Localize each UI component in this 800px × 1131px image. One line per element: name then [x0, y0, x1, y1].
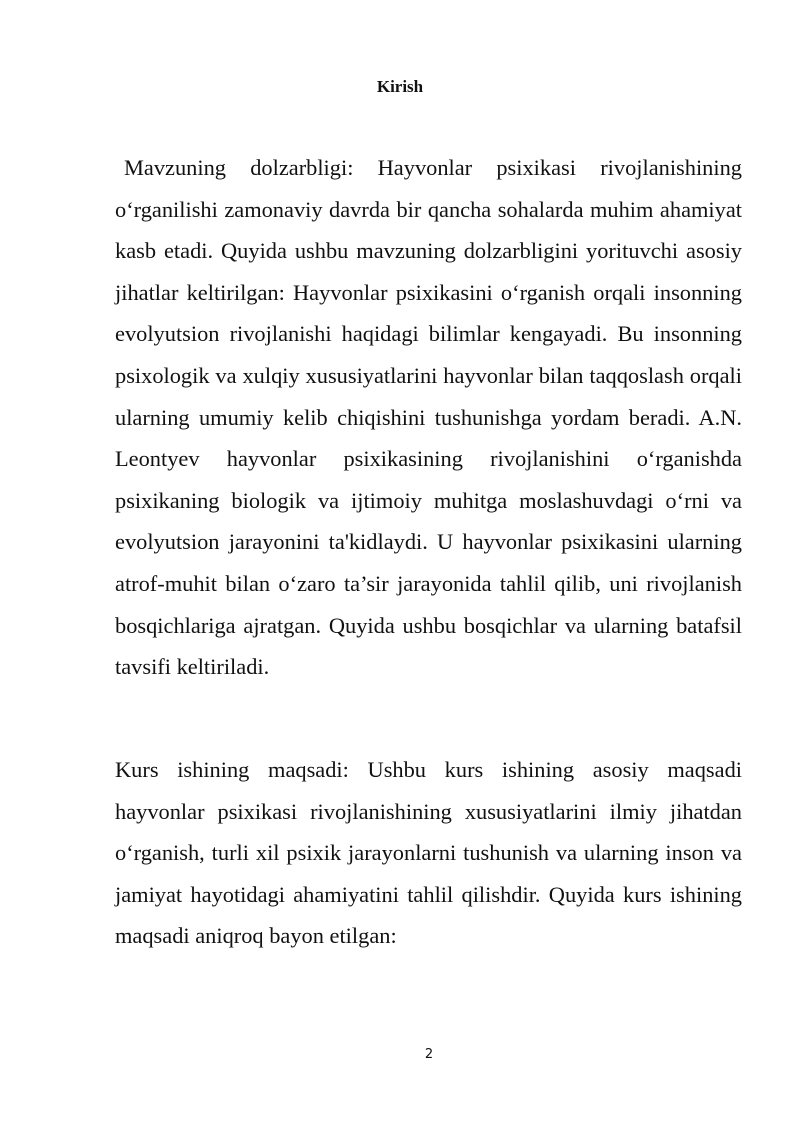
- page-title: Kirish: [376, 77, 424, 96]
- paragraph-course-goal: Kurs ishining maqsadi: Ushbu kurs ishining asosiy maqsadi hayvonlar psixikasi rivojlanishining xususiyatlarini ilmiy jihatdan o‘rganish, turli xil psixik jarayonlarni tushunish va ularning inson va jamiyat hayotidagi ahamiyatini tahlil qilishdir. Quyida kurs ishining maqsadi aniqroq bayon etilgan:: [115, 757, 742, 949]
- page-number: 2: [424, 1047, 434, 1062]
- paragraph-relevance: Mavzuning dolzarbligi: Hayvonlar psixikasi rivojlanishining o‘rganilishi zamonaviy davrda bir qancha sohalarda muhim ahamiyat kasb etadi. Quyida ushbu mavzuning dolzarbligini yorituvchi asosiy jihatlar keltirilgan: Hayvonlar psixikasini o‘rganish orqali insonning evolyutsion rivojlanishi haqidagi bilimlar kengayadi. Bu insonning psixologik va xulqiy xususiyatlarini hayvonlar bilan taqqoslash orqali ularning umumiy kelib chiqishini tushunishga yordam beradi. A.N. Leontyev hayvonlar psixikasining rivojlanishini o‘rganishda psixikaning biologik va ijtimoiy muhitga moslashuvdagi o‘rni va evolyutsion jarayonini ta'kidlaydi. U hayvonlar psixikasini ularning atrof-muhit bilan o‘zaro ta’sir jarayonida tahlil qilib, uni rivojlanish bosqichlariga ajratgan. Quyida ushbu bosqichlar va ularning batafsil tavsifi keltiriladi.: [115, 155, 742, 680]
